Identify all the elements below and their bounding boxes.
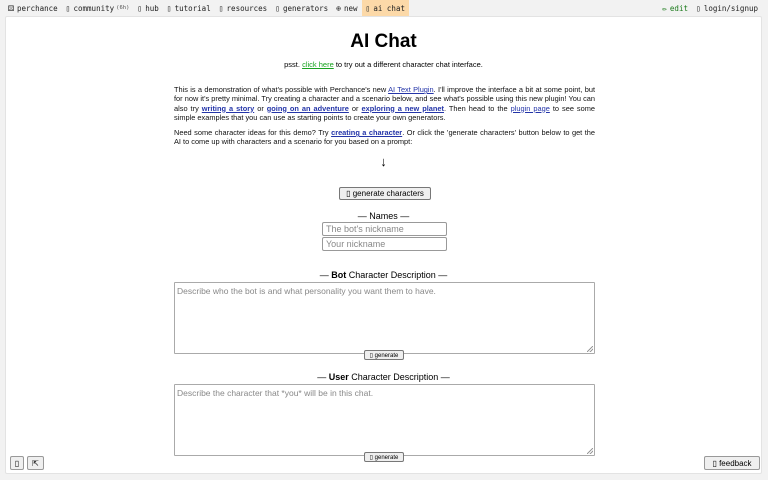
nav-ai-chat[interactable] (362, 0, 409, 16)
ai-text-plugin-link[interactable]: AI Text Plugin (388, 85, 434, 94)
nav-label: edit (669, 3, 688, 13)
intro-paragraph (174, 85, 595, 122)
sidebar-toggle-button[interactable]: ▯ (10, 456, 24, 470)
psst-notice (6, 60, 761, 69)
text: . Or click the 'generate characters' button below to get the AI to come up with characters and a scenario for you based on a prompt: (174, 128, 595, 147)
bot-nickname-input[interactable]: The bot's nickname (322, 222, 447, 236)
generate-bot-description-button[interactable]: ▯ generate (364, 350, 404, 360)
resize-handle-icon[interactable] (587, 346, 593, 352)
placeholder: Describe the character that *you* will be in this chat. (177, 388, 374, 398)
nav-label: generators (283, 3, 329, 13)
psst-prefix: psst. (284, 60, 303, 69)
text: or (348, 103, 362, 113)
generate-user-description-button[interactable]: ▯ generate (364, 452, 404, 462)
generate-characters-button[interactable]: ▯ generate characters (339, 187, 431, 200)
bot-description-textarea[interactable] (174, 282, 595, 354)
ideas-paragraph (174, 128, 595, 147)
nav-label: tutorial (174, 3, 211, 13)
nav-label: ai chat (373, 3, 405, 13)
text: This is a demonstration of what's possible with Perchance's new (174, 85, 389, 94)
text: . I'll improve the interface a bit at some point, but for now it's pretty minimal. Try creating a character and a scenario below, and see what's possible using this new plugin! You can also try (174, 85, 595, 113)
feedback-button[interactable]: ▯ feedback (704, 456, 760, 470)
user-icon: ▯ (695, 3, 701, 13)
hub-icon: ▯ (137, 3, 143, 13)
writing-story-link[interactable]: writing a story (201, 103, 255, 113)
resize-handle-icon[interactable] (587, 448, 593, 454)
text: . Then head to the (444, 103, 511, 113)
page-container (5, 16, 762, 474)
click-here-link[interactable]: click here (302, 60, 334, 69)
community-badge: (6h) (116, 5, 130, 11)
new-planet-link[interactable]: exploring a new planet (361, 103, 444, 113)
nav-community[interactable] (62, 0, 134, 16)
user-description-label (6, 372, 761, 382)
user-nickname-input[interactable]: Your nickname (322, 237, 447, 251)
pencil-icon: ✏ (662, 3, 667, 13)
expand-icon[interactable]: ⇱ (27, 456, 44, 470)
names-label: — Names — (357, 211, 410, 221)
text: — (319, 270, 332, 280)
bot-description-label (6, 270, 761, 280)
nav-perchance[interactable] (0, 0, 62, 16)
text: — (317, 372, 329, 382)
nav-label: perchance (17, 3, 58, 13)
nav-resources[interactable] (215, 0, 271, 16)
creating-character-link[interactable]: creating a character (331, 128, 403, 137)
user-description-textarea[interactable] (174, 384, 595, 456)
text: Character Description — (346, 270, 448, 280)
community-icon: ▯ (65, 3, 71, 13)
plus-circle-icon: ⊕ (336, 3, 341, 13)
placeholder: Describe who the bot is and what personality you want them to have. (177, 286, 436, 296)
tutorial-icon: ▯ (166, 3, 172, 13)
top-nav-bar (0, 0, 768, 16)
nav-label: login/signup (703, 3, 758, 13)
generators-icon: ▯ (275, 3, 281, 13)
chat-icon: ▯ (365, 3, 371, 13)
page-title: AI Chat (350, 31, 417, 52)
text: Character Description — (348, 372, 450, 382)
nav-new[interactable] (332, 0, 361, 16)
text: or (254, 103, 267, 113)
nav-login[interactable] (692, 0, 762, 16)
nav-tutorial[interactable] (163, 0, 215, 16)
nav-label: new (344, 3, 358, 13)
text: to see some simple examples that you can use as starting points to create your own generators. (174, 103, 596, 122)
nav-label: hub (145, 3, 159, 13)
text: User (328, 372, 349, 382)
psst-suffix: to try out a different character chat interface. (333, 60, 483, 69)
nav-hub[interactable] (133, 0, 162, 16)
text: Bot (331, 270, 347, 280)
nav-label: resources (226, 3, 268, 13)
adventure-link[interactable]: going on an adventure (266, 103, 349, 113)
nav-edit[interactable] (658, 0, 692, 16)
nav-generators[interactable] (271, 0, 332, 16)
dice-icon: ⚄ (8, 2, 15, 14)
resources-icon: ▯ (218, 3, 224, 13)
down-arrow-icon: ↓ (380, 154, 387, 169)
nav-label: community (73, 3, 115, 13)
text: Need some character ideas for this demo? Try (174, 128, 332, 137)
plugin-page-link[interactable]: plugin page (510, 103, 550, 113)
